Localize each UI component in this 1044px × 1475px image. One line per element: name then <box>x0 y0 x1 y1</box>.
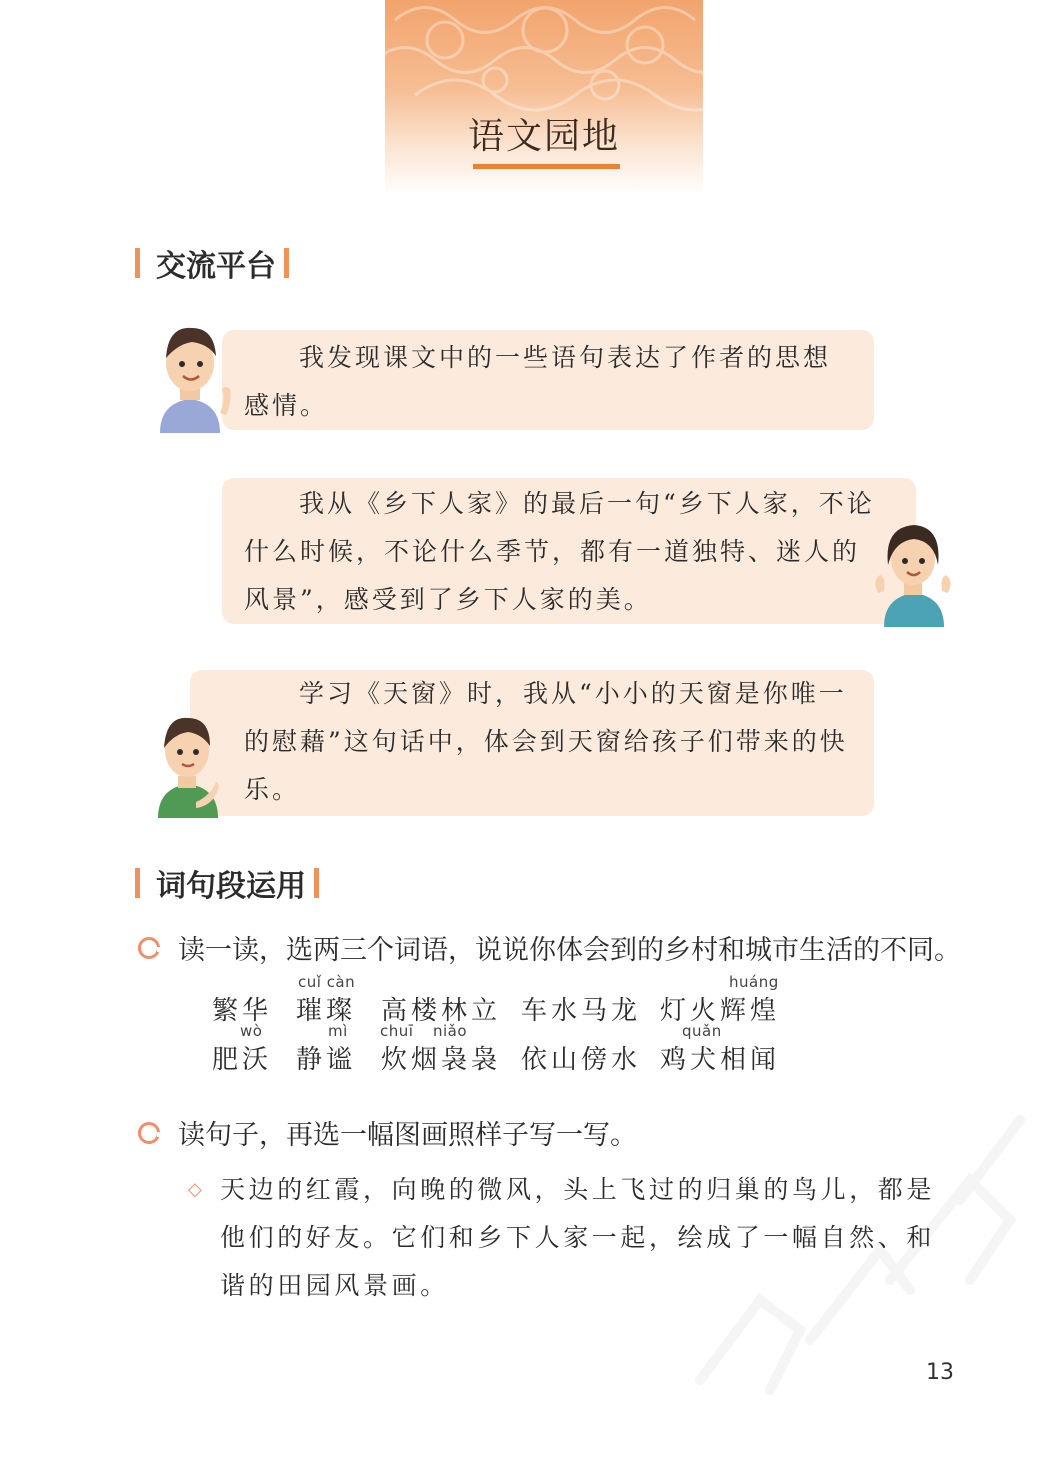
heading-bar-left <box>135 868 140 898</box>
circle-bullet-icon <box>138 937 160 959</box>
speech-text: 我从《乡下人家》的最后一句“乡下人家，不论什么时候，不论什么季节，都有一道独特、迷人的风景”，感受到了乡下人家的美。 <box>244 489 875 614</box>
vocab-word: 炊烟袅袅 <box>381 1045 502 1075</box>
vocab-word: 依山傍水 <box>521 1045 642 1075</box>
diamond-bullet-icon: ◇ <box>188 1179 202 1200</box>
girl-avatar-icon <box>872 515 956 627</box>
vocab-word: 灯火辉煌 <box>660 996 781 1026</box>
heading-bar-right <box>284 248 289 278</box>
vocab-word: 高楼林立 <box>381 996 502 1026</box>
circle-bullet-icon <box>138 1122 160 1144</box>
vocab-word: 鸡犬相闻 <box>660 1045 781 1075</box>
instruction-text: 读一读，选两三个词语，说说你体会到的乡村和城市生活的不同。 <box>178 935 961 966</box>
speech-text: 学习《天窗》时，我从“小小的天窗是你唯一的慰藉”这句话中，体会到天窗给孩子们带来的快乐。 <box>244 679 848 804</box>
speech-bubble-2 <box>222 478 916 624</box>
speech-bubble-3 <box>190 670 874 816</box>
exercise-2-instruction <box>138 1113 637 1152</box>
pinyin: huáng <box>729 973 779 991</box>
section-heading-exchange <box>135 243 289 283</box>
pinyin: quǎn <box>682 1022 722 1040</box>
page-number: 13 <box>926 1360 954 1385</box>
boy-avatar-icon <box>152 710 224 818</box>
heading-bar-right <box>314 868 319 898</box>
instruction-text: 读句子，再选一幅图画照样子写一写。 <box>178 1120 637 1151</box>
pinyin: chuī <box>380 1022 414 1040</box>
vocab-word: 静谧 <box>296 1045 357 1075</box>
title-underline <box>473 164 620 169</box>
example-sentence: 天边的红霞，向晚的微风，头上飞过的归巢的鸟儿，都是他们的好友。它们和乡下人家一起，绘成了一幅自然、和谐的田园风景画。 <box>220 1175 936 1300</box>
speech-text: 我发现课文中的一些语句表达了作者的思想感情。 <box>244 343 832 420</box>
boy-avatar-icon <box>150 318 232 433</box>
heading-bar-left <box>135 248 140 278</box>
vocab-word: 车水马龙 <box>521 996 642 1026</box>
pinyin: wò <box>240 1022 263 1040</box>
vocab-word: 肥沃 <box>212 1045 273 1075</box>
section-heading-usage <box>135 863 319 903</box>
exercise-1-instruction <box>138 928 961 967</box>
page-title: 语文园地 <box>467 116 620 157</box>
watermark <box>660 1080 1044 1420</box>
speech-bubble-1 <box>222 330 874 430</box>
pinyin: mì <box>328 1022 348 1040</box>
vocab-word: 璀璨 <box>296 996 357 1026</box>
section-label: 交流平台 <box>156 249 276 284</box>
pinyin: cuǐ càn <box>298 973 356 991</box>
section-label: 词句段运用 <box>156 869 306 904</box>
vocab-word: 繁华 <box>212 996 273 1026</box>
pinyin: niǎo <box>433 1022 468 1040</box>
